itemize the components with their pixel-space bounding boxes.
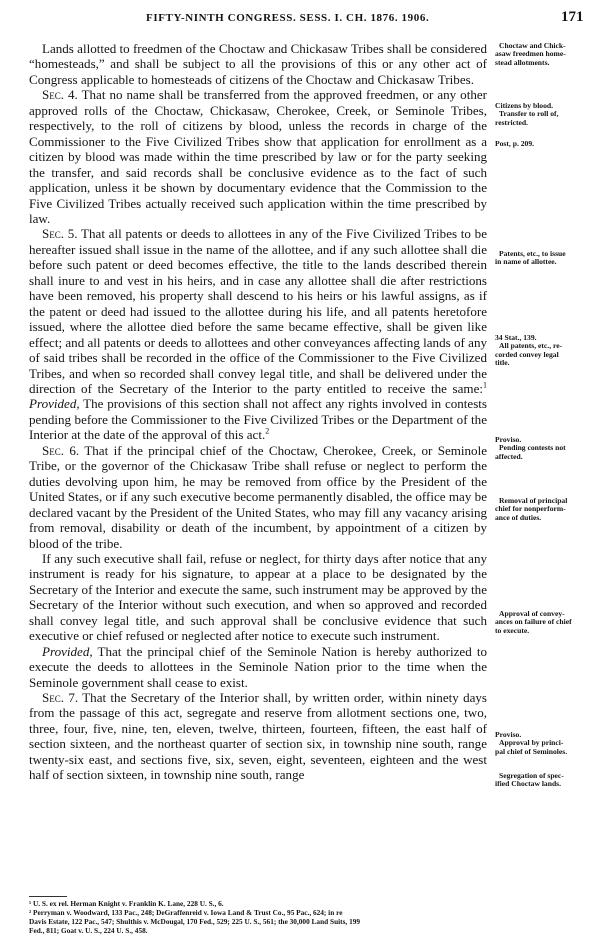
paragraph-text: Lands allotted to freedmen of the Choctaw and Chickasaw Tribes shall be considered “homesteads,” and shall be subject to all the provisions of this or any other act of Congress applicable to homesteads of citizens of the Choctaw and Chickasaw Tribes. xyxy=(29,41,487,87)
footnote-divider xyxy=(29,896,67,897)
note-line: ified Choctaw lands. xyxy=(495,779,562,789)
note-line: Pending contests not xyxy=(499,443,566,453)
note-line: title. xyxy=(495,358,510,368)
running-head xyxy=(0,9,600,29)
note-line: Citizens by blood. xyxy=(495,101,554,110)
paragraph-executive-failure xyxy=(29,551,487,644)
paragraph-text: That all patents or deeds to allottees in any of the Five Civilized Tribes to be hereafter issued shall issue in the name of the allottee, and if any such allottee shall die before such patent or deed becomes effective, the title to the lands described therein shall inure to and vest in his heirs, and in case any allottee shall die after restrictions have been removed, his property shall descend to his heirs or his lawful assigns, as if the patent or deed had issued to the allottee during his life, and all patents heretofore issued, where the allottee died before the same became effective, shall be given like effect; and all patents or deeds to allottees and other conveyances affecting lands of any of said tribes shall be recorded in the office of the Commissioner to the Five Civilized Tribes, and when so recorded shall convey legal title, and shall be delivered under the direction of the Secretary of the Interior to the party entitled to receive the same: xyxy=(29,226,487,396)
note-line: restricted. xyxy=(495,117,528,127)
footnote-mark: 2 xyxy=(265,426,270,436)
paragraph-text: That if the principal chief of the Choctaw, Cherokee, Creek, or Seminole Tribe, or the governor of the Chickasaw Tribe shall refuse or neglect to perform the duties devolving upon him, he may be removed from office by the President of the United States, or if any such executive become permanently disabled, the office may be declared vacant by the President of the United States, who may fill any vacancy arising from removal, disability or death of the incumbent, by appointment of a citizen by blood of the tribe. xyxy=(29,442,487,551)
section-number: Sec. 6. xyxy=(42,442,80,458)
running-title: FIFTY-NINTH CONGRESS. SESS. I. CH. 1876. 1906. xyxy=(146,12,430,24)
note-line: All patents, etc., re- xyxy=(499,341,563,351)
section-number: Sec. 7. xyxy=(42,690,79,706)
note-line: Choctaw and Chick- xyxy=(499,41,566,50)
note-line: asaw freedmen home- xyxy=(495,49,566,59)
note-line: Transfer to roll of, xyxy=(499,109,559,119)
margin-note-homestead xyxy=(495,42,595,67)
margin-note-recorded-patents xyxy=(495,334,595,368)
note-line: pal chief of Seminoles. xyxy=(495,746,568,756)
margin-note-segregation xyxy=(495,772,595,789)
note-line: Removal of principal xyxy=(499,496,568,505)
note-line: affected. xyxy=(495,451,523,461)
footnote-2: ² Perryman v. Woodward, 133 Pac., 248; DeGraffenreid v. Iowa Land & Trust Co., 95 Pac., 624; in re xyxy=(29,908,343,917)
note-line: Approval by princi- xyxy=(499,738,564,748)
footnotes xyxy=(29,899,569,935)
paragraph-text: That the Secretary of the Interior shall, by written order, within ninety days from the passage of this act, segregate and reserve from allotment sections one, two, three, four, five, nine, ten, eleven, twelve, thirteen, fourteen, fifteen, the east half of section sixteen, and the northeast quarter of section six, in township nine south, range twenty-six east, and sections five, six, seven, eight, seventeen, eighteen and the west half of section sixteen, in township nine south, range xyxy=(29,690,487,783)
note-line: corded convey legal xyxy=(495,349,559,359)
margin-note-approval-of-conveyances xyxy=(495,610,595,635)
margin-note-seminole-proviso xyxy=(495,731,595,756)
body-text xyxy=(29,41,487,783)
footnote-mark: 1 xyxy=(483,380,487,390)
paragraph-sec-4 xyxy=(29,87,487,226)
margin-note-removal-of-chief xyxy=(495,497,595,522)
note-line: Segregation of spec- xyxy=(499,771,564,780)
note-line: Patents, etc., to issue xyxy=(499,249,566,258)
footnote-1: ¹ U. S. ex rel. Herman Knight v. Franklin K. Lane, 228 U. S., 6. xyxy=(29,899,224,908)
note-line: ances on failure of chief xyxy=(495,617,572,627)
note-line: stead allotments. xyxy=(495,57,550,67)
note-line: Approval of convey- xyxy=(499,609,565,618)
note-line: chief for nonperform- xyxy=(495,504,566,514)
footnote-2-end: Fed., 811; Goat v. U. S., 224 U. S., 458. xyxy=(29,926,148,935)
margin-note-post-reference xyxy=(495,140,595,148)
note-line: in name of allottee. xyxy=(495,257,557,267)
paragraph-sec-7 xyxy=(29,690,487,783)
note-line: ance of duties. xyxy=(495,512,542,522)
paragraph-text: That the principal chief of the Seminole Nation is hereby authorized to execute the deeds to allottees in the Seminole Nation prior to the time when the Seminole government shall cease to exist. xyxy=(29,643,487,690)
section-number: Sec. 4. xyxy=(42,87,78,103)
proviso-word: Provided, xyxy=(42,643,93,659)
note-line: Proviso. xyxy=(495,730,522,739)
paragraph-sec-6 xyxy=(29,443,487,551)
note-line: Post, p. 209. xyxy=(495,139,535,148)
note-line: Proviso. xyxy=(495,435,522,444)
paragraph-seminole-proviso xyxy=(29,644,487,690)
margin-note-citizens-by-blood xyxy=(495,102,595,127)
note-line: to execute. xyxy=(495,625,530,635)
proviso-word: Provided, xyxy=(29,396,80,412)
paragraph-text-continued: The provisions of this section shall not affect any rights involved in contests pending before the Commissioner to the Five Civilized Tribes or the Department of the Interior at the date of the approval of this act. xyxy=(29,396,487,443)
page-number: 171 xyxy=(561,9,584,25)
footnote-2-continued: Davis Estate, 122 Pac., 547; Shulthis v. McDougal, 170 Fed., 529; 225 U. S., 561; the 30,000 Land Suits, 199 xyxy=(29,917,361,926)
paragraph-sec-5 xyxy=(29,226,487,442)
margin-note-patents xyxy=(495,250,595,267)
margin-note-proviso-contests xyxy=(495,436,595,461)
paragraph-homesteads xyxy=(29,41,487,87)
section-number: Sec. 5. xyxy=(42,226,78,242)
note-line: 34 Stat., 139. xyxy=(495,333,537,342)
paragraph-text: That no name shall be transferred from the approved freedmen, or any other approved rolls of the Choctaw, Chickasaw, Cherokee, Creek, or Seminole Tribes, respectively, to the roll of citizens by blood, unless the records in charge of the Commissioner to the Five Civilized Tribes show that application for enrollment as a citizen by blood was made within the time prescribed by law or for the party seeking the transfer, and said records shall be conclusive evidence as to the fact of such application, unless it be shown by documentary evidence that the Commission to the Five Civilized Tribes actually received such application within the time prescribed by law. xyxy=(29,87,487,226)
paragraph-text: If any such executive shall fail, refuse or neglect, for thirty days after notice that any instrument is ready for his signature, to appear at a place to be designated by the Secretary of the Interior and execute the same, such instrument may be approved by the Secretary of the Interior without such execution, and when so approved and recorded shall convey legal title, and such approval shall be conclusive evidence that such executive or chief refused or neglected after notice to execute such instrument. xyxy=(29,550,487,644)
